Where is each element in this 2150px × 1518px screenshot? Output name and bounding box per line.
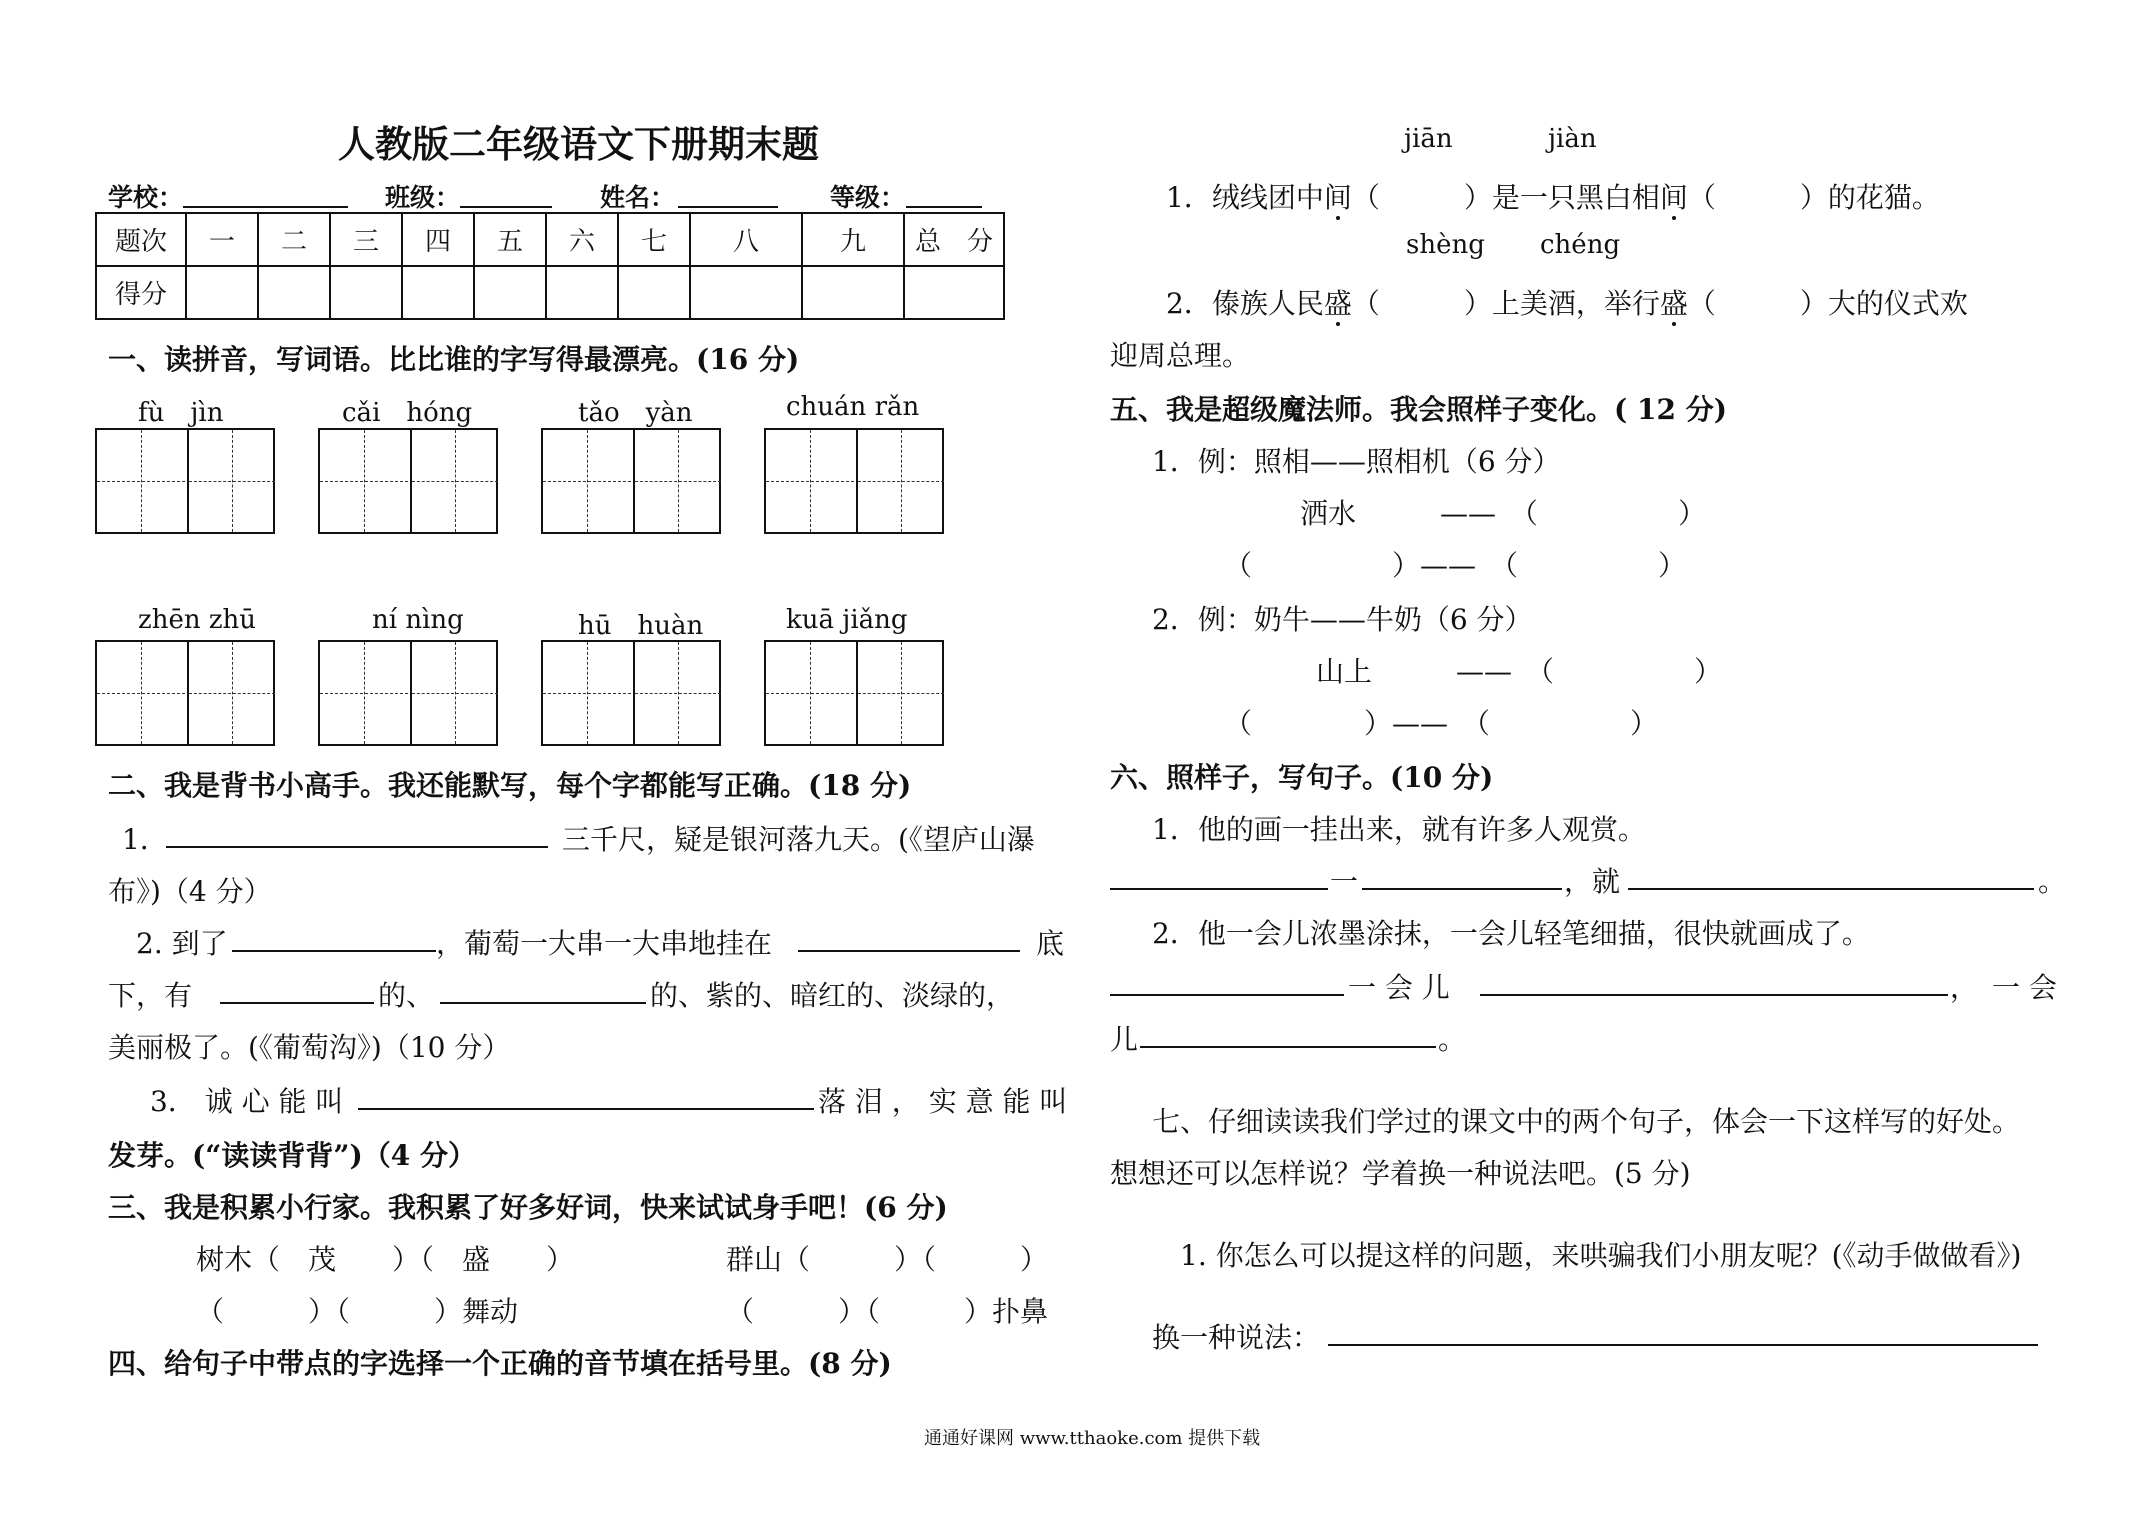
q4-pinyin: jiān	[1404, 124, 1453, 154]
score-cell[interactable]	[618, 266, 690, 319]
q6-s2-blank1[interactable]	[1110, 994, 1344, 996]
q2-item2-l2b: 的、	[378, 979, 435, 1012]
school-field[interactable]	[183, 206, 348, 208]
q3-heading: 三、我是积累小行家。我积累了好多好词，快来试试身手吧！(6 分)	[108, 1191, 948, 1224]
q7-rewrite-blank[interactable]	[1328, 1344, 2038, 1346]
q2-heading: 二、我是背书小高手。我还能默写，每个字都能写正确。(18 分)	[108, 769, 912, 802]
q6-s2-blank2[interactable]	[1480, 994, 1948, 996]
q2-item2-mid: ，葡萄一大串一大串地挂在	[436, 927, 773, 960]
q7-rewrite-label: 换一种说法：	[1152, 1321, 1321, 1354]
q2-item2-blank2[interactable]	[798, 950, 1020, 952]
score-col: 一	[186, 213, 258, 266]
q5-example2: 2．例：奶牛——牛奶（6 分）	[1152, 603, 1533, 636]
q4-pinyin: chéng	[1540, 230, 1621, 260]
q6-s2-l2end: 。	[1438, 1023, 1467, 1056]
score-cell[interactable]	[330, 266, 402, 319]
q3-row1-right: 群山（ ）（ ）	[726, 1243, 1049, 1276]
q2-item2-l2c: 的、紫的、暗红的、淡绿的，	[650, 979, 1015, 1012]
q6-s2-l2: 儿	[1110, 1023, 1139, 1056]
school-label: 学校：	[108, 183, 184, 212]
q3-row1-left: 树木（ 茂 ）（ 盛 ）	[196, 1243, 575, 1276]
tianzige-box[interactable]	[541, 640, 721, 746]
q2-item2-end: 底	[1036, 927, 1065, 960]
q2-item3-start: 3． 诚 心 能 叫	[150, 1085, 344, 1118]
q5-example1: 1．例：照相——照相机（6 分）	[1152, 445, 1561, 478]
score-cell[interactable]	[802, 266, 904, 319]
q6-s2-mid: 一 会 儿	[1348, 971, 1450, 1004]
page-title: 人教版二年级语文下册期末题	[338, 122, 819, 166]
name-label: 姓名：	[600, 183, 676, 212]
q6-s1-end: 。	[2038, 865, 2067, 898]
score-row-label: 题次	[96, 213, 186, 266]
q2-item1-blank[interactable]	[166, 846, 548, 848]
q2-item2-blank1[interactable]	[232, 950, 436, 952]
q6-s1-yi: 一	[1330, 865, 1359, 898]
q4-heading: 四、给句子中带点的字选择一个正确的音节填在括号里。(8 分)	[108, 1347, 892, 1380]
tianzige-box[interactable]	[95, 640, 275, 746]
tianzige-box[interactable]	[541, 428, 721, 534]
pinyin-label: cǎi hóng	[342, 398, 473, 428]
q6-s1-blank1[interactable]	[1110, 888, 1328, 890]
q5-ex1-line-b: （ ）—— （ ）	[1224, 549, 1687, 582]
q4-sentence2: 2．傣族人民盛（ ）上美酒，举行盛（ ）大的仪式欢	[1166, 287, 1968, 320]
q4-sentence2-cont: 迎周总理。	[1110, 339, 1251, 372]
score-table-score-row	[96, 266, 1004, 319]
q5-ex1-line-a: 洒水 —— （ ）	[1300, 497, 1707, 530]
score-cell[interactable]	[546, 266, 618, 319]
q2-item2-start: 2. 到了	[136, 927, 228, 960]
q5-ex2-line-a: 山上 —— （ ）	[1316, 655, 1723, 688]
score-table	[95, 212, 1005, 320]
q2-item2-l2a: 下，有	[108, 979, 193, 1012]
q2-item3-cont: 发芽。(“读读背背”)（4 分）	[108, 1139, 476, 1172]
score-cell[interactable]	[402, 266, 474, 319]
tianzige-box[interactable]	[318, 640, 498, 746]
q2-item2-blank3[interactable]	[220, 1002, 374, 1004]
pinyin-label: zhēn zhū	[138, 605, 257, 635]
score-col: 七	[618, 213, 690, 266]
score-cell[interactable]	[186, 266, 258, 319]
grade-field[interactable]	[906, 206, 982, 208]
score-col: 五	[474, 213, 546, 266]
q4-pinyin: shèng	[1406, 230, 1485, 260]
score-cell[interactable]	[258, 266, 330, 319]
pinyin-label: hū huàn	[578, 611, 704, 641]
score-cell[interactable]	[474, 266, 546, 319]
q7-heading-line2: 想想还可以怎样说？学着换一种说法吧。(5 分)	[1110, 1157, 1691, 1190]
q2-item2-blank4[interactable]	[440, 1002, 646, 1004]
q6-sentence2: 2．他一会儿浓墨涂抹，一会儿轻笔细描，很快就画成了。	[1152, 917, 1870, 950]
score-col: 二	[258, 213, 330, 266]
score-col: 八	[690, 213, 802, 266]
score-cell[interactable]	[904, 266, 1004, 319]
class-field[interactable]	[460, 206, 552, 208]
score-col: 九	[802, 213, 904, 266]
pinyin-label: chuán rǎn	[786, 392, 920, 422]
q2-item2-l3: 美丽极了。(《葡萄沟》)（10 分）	[108, 1031, 511, 1064]
pinyin-label: fù jìn	[138, 398, 224, 428]
q2-item3-blank[interactable]	[358, 1108, 814, 1110]
score-cell[interactable]	[690, 266, 802, 319]
page-footer: 通通好课网 www.tthaoke.com 提供下载	[924, 1428, 1261, 1449]
q2-item1-cont: 布》)（4 分）	[108, 875, 272, 908]
q4-pinyin: jiàn	[1548, 124, 1597, 154]
q2-item1-num: 1．	[122, 823, 168, 856]
tianzige-box[interactable]	[764, 640, 944, 746]
q5-heading: 五、我是超级魔法师。我会照样子变化。( 12 分)	[1110, 393, 1727, 426]
class-label: 班级：	[385, 183, 461, 212]
q6-sentence1: 1．他的画一挂出来，就有许多人观赏。	[1152, 813, 1646, 846]
score-col: 六	[546, 213, 618, 266]
score-col-total: 总 分	[904, 213, 1004, 266]
q5-ex2-line-b: （ ）—— （ ）	[1224, 707, 1659, 740]
score-col: 三	[330, 213, 402, 266]
score-col: 四	[402, 213, 474, 266]
pinyin-label: tǎo yàn	[578, 398, 693, 428]
grade-label: 等级：	[830, 183, 906, 212]
tianzige-box[interactable]	[764, 428, 944, 534]
q6-s2-blank3[interactable]	[1140, 1046, 1436, 1048]
q7-item1: 1. 你怎么可以提这样的问题，来哄骗我们小朋友呢？(《动手做做看》)	[1180, 1239, 2022, 1272]
name-field[interactable]	[678, 206, 778, 208]
q3-row2-left: （ ）（ ）舞动	[196, 1295, 519, 1328]
q6-s2-end: ， 一 会	[1950, 971, 2057, 1004]
q3-row2-right: （ ）（ ）扑鼻	[726, 1295, 1049, 1328]
q7-heading-line1: 七、仔细读读我们学过的课文中的两个句子，体会一下这样写的好处。	[1152, 1105, 2021, 1138]
q6-s1-blank3[interactable]	[1628, 888, 2034, 890]
q4-sentence1: 1．绒线团中间（ ）是一只黑白相间（ ）的花猫。	[1166, 181, 1940, 214]
score-row-label: 得分	[96, 266, 186, 319]
q6-s1-jiu: ，就	[1564, 865, 1621, 898]
q6-heading: 六、照样子，写句子。(10 分)	[1110, 761, 1494, 794]
q2-item3-end: 落 泪 ， 实 意 能 叫	[818, 1085, 1068, 1118]
q2-item1-text: 三千尺，疑是银河落九天。(《望庐山瀑	[562, 823, 1035, 856]
pinyin-label: kuā jiǎng	[786, 605, 908, 635]
score-table-header-row	[96, 213, 1004, 266]
q6-s1-blank2[interactable]	[1362, 888, 1562, 890]
tianzige-box[interactable]	[318, 428, 498, 534]
pinyin-label: ní nìng	[372, 605, 464, 635]
q1-heading: 一、读拼音，写词语。比比谁的字写得最漂亮。(16 分)	[108, 343, 800, 376]
tianzige-box[interactable]	[95, 428, 275, 534]
